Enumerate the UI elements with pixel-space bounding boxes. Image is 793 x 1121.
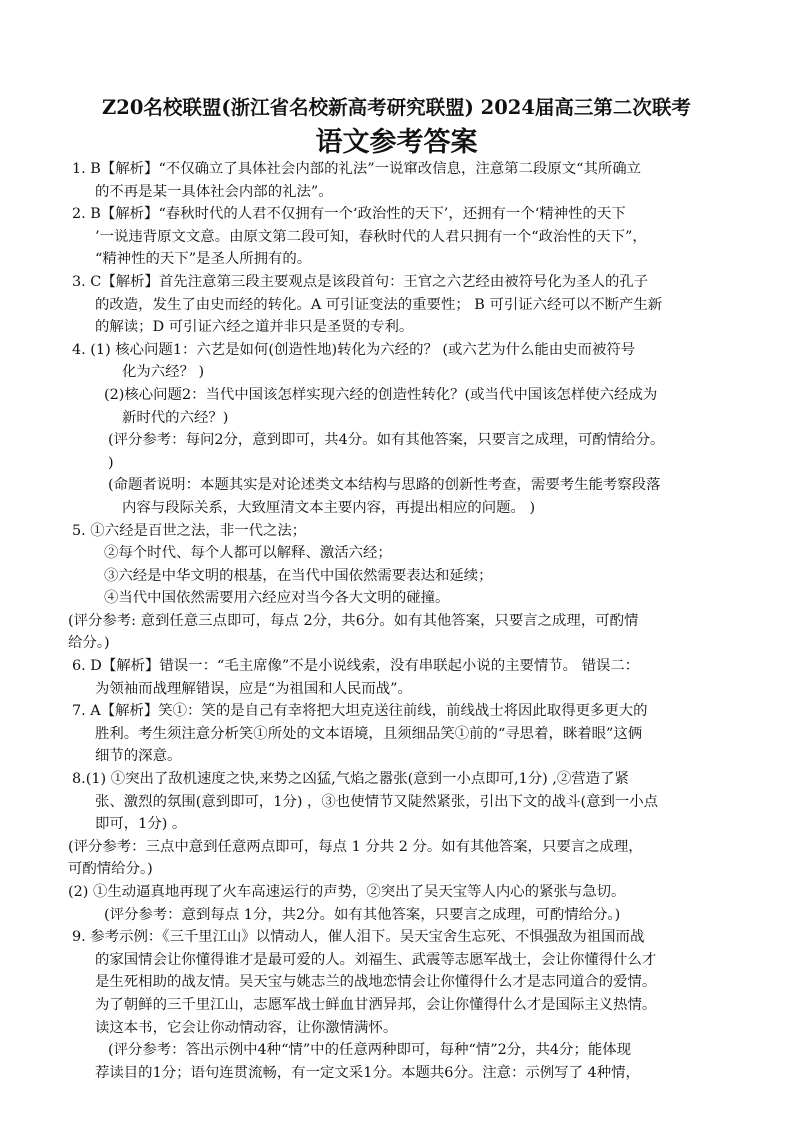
answer-line: 的家国情会让你懂得谁才是最可爱的人。刘福生、武震等志愿军战士，会让你懂得什么才 — [95, 951, 657, 968]
answer-line: (评分参考：每问2分，意到即可，共4分。如有其他答案，只要言之成理，可酌情给分。 — [108, 432, 665, 449]
answer-line: 的不再是某一具体社会内部的礼法”。 — [95, 183, 333, 200]
answer-line: 8.(1) ①突出了敌机速度之快,来势之凶猛,气焰之嚣张(意到一小点即可,1分) ,②营造了紧 — [72, 771, 629, 788]
answer-line: 1. B【解析】“不仅确立了具体社会内部的礼法”一说窜改信息，注意第二段原文“其所确立 — [72, 161, 642, 177]
answer-content — [0, 158, 793, 1084]
answer-line: 张、激烈的氛围(意到即可，1分) ，③也使情节又陡然紧张，引出下文的战斗(意到一小点 — [95, 793, 659, 810]
answer-line: ’一说违背原文文意。由原文第二段可知，春秋时代的人君只拥有一个“政治性的天下”， — [95, 228, 647, 245]
document-subtitle: 语文参考答案 — [315, 127, 478, 158]
answer-line: ③六经是中华文明的根基，在当代中国依然需要表达和延续； — [104, 567, 493, 584]
answer-line: (评分参考：答出示例中4种“情”中的任意两种即可，每种“情”2分，共4分；能体现 — [108, 1042, 632, 1059]
answer-line: (评分参考：三点中意到任意两点即可，每点 1 分共 2 分。如有其他答案，只要言之成理， — [68, 838, 643, 855]
answer-line: 新时代的六经？) — [122, 409, 229, 426]
answer-line: (评分参考: 意到任意三点即可，每点 2分，共6分。如有其他答案，只要言之成理，可酌情 — [68, 612, 639, 629]
answer-line: 即可，1分) 。 — [95, 816, 187, 833]
answer-line: ) — [108, 454, 114, 471]
answer-line: 化为六经？ ) — [122, 364, 205, 381]
answer-line: 5. ①六经是百世之法，非一代之法； — [72, 522, 307, 539]
answer-line: 的解读；D 可引证六经之道并非只是圣贤的专利。 — [95, 319, 414, 336]
answer-line: 细节的深意。 — [95, 748, 182, 765]
answer-line: 4. (1) 核心问题1：六艺是如何(创造性地)转化为六经的？ (或六艺为什么能由史而被符号 — [72, 341, 636, 358]
answer-line: 9. 参考示例：《三千里江山》以情动人，催人泪下。吴天宝舍生忘死、不惧强敌为祖国而战 — [72, 929, 645, 946]
answer-line: 胜利。考生须注意分析笑①所处的文本语境，且须细品笑①前的“寻思着，眯着眼”这俩 — [95, 725, 643, 742]
answer-line: (2)核心问题2：当代中国该怎样实现六经的创造性转化？(或当代中国该怎样使六经成为 — [104, 386, 658, 403]
answer-line: ④当代中国依然需要用六经应对当今各大文明的碰撞。 — [104, 590, 450, 607]
answer-line: 读这本书，它会让你动情动容，让你激情满怀。 — [95, 1019, 398, 1036]
answer-line: 3. C【解析】首先注意第三段主要观点是该段首句：王官之六艺经由被符号化为圣人的孔子 — [72, 273, 649, 290]
answer-line: 为领袖而战理解错误，应是“为祖国和人民而战”。 — [95, 680, 412, 697]
answer-line: (命题者说明：本题其实是对论述类文本结构与思路的创新性考查，需要考生能考察段落 — [108, 477, 661, 494]
answer-line: “精神性的天下”是圣人所拥有的。 — [95, 251, 312, 268]
answer-line: 的改造，发生了由史而经的转化。A 可引证变法的重要性； B 可引证六经可以不断产生新 — [95, 296, 663, 313]
answer-line: 是生死相助的战友情。吴天宝与姚志兰的战地恋情会让你懂得什么才是志同道合的爱情。 — [95, 974, 657, 991]
answer-line: 6. D【解析】错误一：“毛主席像”不是小说线索，没有串联起小说的主要情节。 错误二： — [72, 658, 640, 675]
answer-line: 内容与段际关系，大致厘清文本主要内容，再提出相应的问题。 ) — [122, 499, 536, 516]
answer-line: 给分。) — [68, 635, 110, 652]
answer-line: 可酌情给分。) — [68, 861, 153, 878]
answer-line: 7. A【解析】笑①：笑的是自己有幸将把大坦克送往前线，前线战士将因此取得更多更大的 — [72, 703, 648, 720]
answer-line: ②每个时代、每个人都可以解释、激活六经； — [104, 545, 392, 562]
document-title: Z20名校联盟(浙江省名校新高考研究联盟) 2024届高三第二次联考 — [102, 96, 691, 119]
answer-line: 荐读目的1分；语句连贯流畅，有一定文采1分。本题共6分。注意：示例写了 4种情， — [95, 1064, 640, 1081]
answer-line: 2. B【解析】“春秋时代的人君不仅拥有一个‘政治性的天下’，还拥有一个‘精神性的天下 — [72, 206, 626, 223]
answer-line: 为了朝鲜的三千里江山，志愿军战士鲜血甘洒异邦，会让你懂得什么才是国际主义热情。 — [95, 996, 657, 1013]
answer-line: (2) ①生动逼真地再现了火车高速运行的声势，②突出了吴天宝等人内心的紧张与急切。 — [68, 884, 626, 900]
answer-line: (评分参考：意到每点 1分，共2分。如有其他答案，只要言之成理，可酌情给分。) — [104, 906, 621, 923]
